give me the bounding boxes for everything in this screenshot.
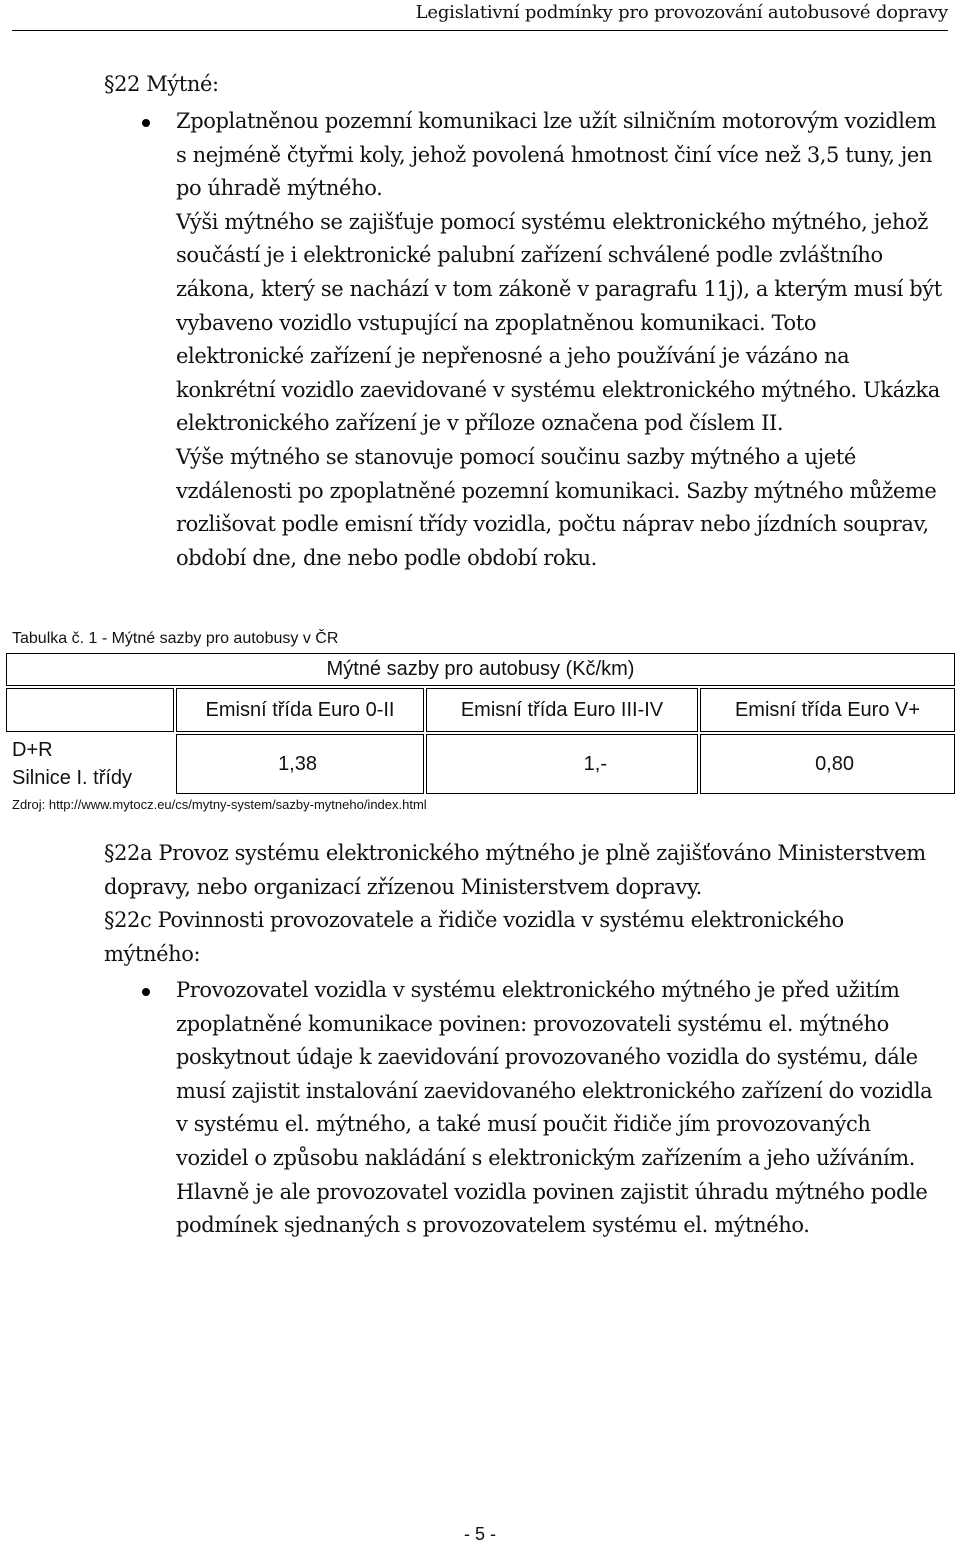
page-number: - 5 - <box>463 1524 496 1544</box>
table-source: Zdroj: http://www.mytocz.eu/cs/mytny-system/sazby-mytneho/index.html <box>12 797 427 812</box>
column-header: Emisní třída Euro V+ <box>700 688 955 732</box>
header-rule <box>12 30 948 31</box>
section-22c-heading: §22c Povinnosti provozovatele a řidiče vozidla v systému elektronického mýtného: <box>104 908 844 966</box>
section-22-bullet-list <box>176 105 946 575</box>
row-label-line2: Silnice I. třídy <box>12 767 133 789</box>
row-label <box>6 734 174 794</box>
section-22-heading: §22 Mýtné: <box>104 72 219 96</box>
column-header: Emisní třída Euro III-IV <box>426 688 698 732</box>
section-22-bullet-3: Výše mýtného se stanovuje pomocí součinu sazby mýtného a ujeté vzdálenosti po zpoplatněné pozemní komunikaci. Sazby mýtného můžeme rozlišovat podle emisní třídy vozidla, počtu náprav nebo jízdních souprav, období dne, dne nebo podle období roku. <box>176 444 937 570</box>
section-22a-text: §22a Provoz systému elektronického mýtného je plně zajišťováno Ministerstvem dopravy, nebo organizací zřízenou Ministerstvem dopravy. <box>104 841 926 899</box>
table-title: Mýtné sazby pro autobusy (Kč/km) <box>6 653 955 686</box>
section-22c-bullet-list <box>176 974 946 1243</box>
row-label-line1: D+R <box>12 739 53 761</box>
list-item <box>176 105 946 206</box>
table-cell: 1,- <box>426 734 698 794</box>
toll-rates-table <box>4 651 957 796</box>
table-cell: 0,80 <box>700 734 955 794</box>
running-header: Legislativní podmínky pro provozování autobusové dopravy <box>415 2 948 23</box>
list-item <box>176 441 946 575</box>
bullet-icon <box>142 988 150 996</box>
bullet-icon <box>142 119 150 127</box>
list-item <box>176 206 946 441</box>
section-22-bullet-2: Výši mýtného se zajišťuje pomocí systému elektronického mýtného, jehož součástí je i elektronické palubní zařízení schválené podle zvláštního zákona, který se nachází v tom zákoně v paragrafu 11j), a kterým musí být vybaveno vozidlo vstupující na zpoplatněnou komunikaci. Toto elektronické zařízení je nepřenosné a jeho používání je vázáno na konkrétní vozidlo zaevidované v systému elektronického mýtného. Ukázka elektronického zařízení je v příloze označena pod číslem II. <box>176 209 942 436</box>
column-header: Emisní třída Euro 0-II <box>176 688 424 732</box>
section-22-bullet-1: Zpoplatněnou pozemní komunikaci lze užít silničním motorovým vozidlem s nejméně čtyřmi koly, jehož povolená hmotnost činí více než 3,5 tuny, jen po úhradě mýtného. <box>176 109 937 201</box>
table-caption: Tabulka č. 1 - Mýtné sazby pro autobusy v ČR <box>12 630 339 647</box>
section-22c-bullet-1: Provozovatel vozidla v systému elektronického mýtného je před užitím zpoplatněné komunikace povinen: provozovateli systému el. mýtného poskytnout údaje k zaevidování provozovaného vozidla do systému, dále musí zajistit instalování zaevidovaného elektronického zařízení do vozidla v systému el. mýtného, a také musí poučit řidiče jím provozovaných vozidel o způsobu nakládání s elektronickým zařízením a jeho užíváním. Hlavně je ale provozovatel vozidla povinen zajistit úhradu mýtného podle podmínek sjednaných s provozovatelem systému el. mýtného. <box>176 978 933 1238</box>
list-item <box>176 974 946 1243</box>
table-corner-cell <box>6 688 174 732</box>
table-cell: 1,38 <box>176 734 424 794</box>
